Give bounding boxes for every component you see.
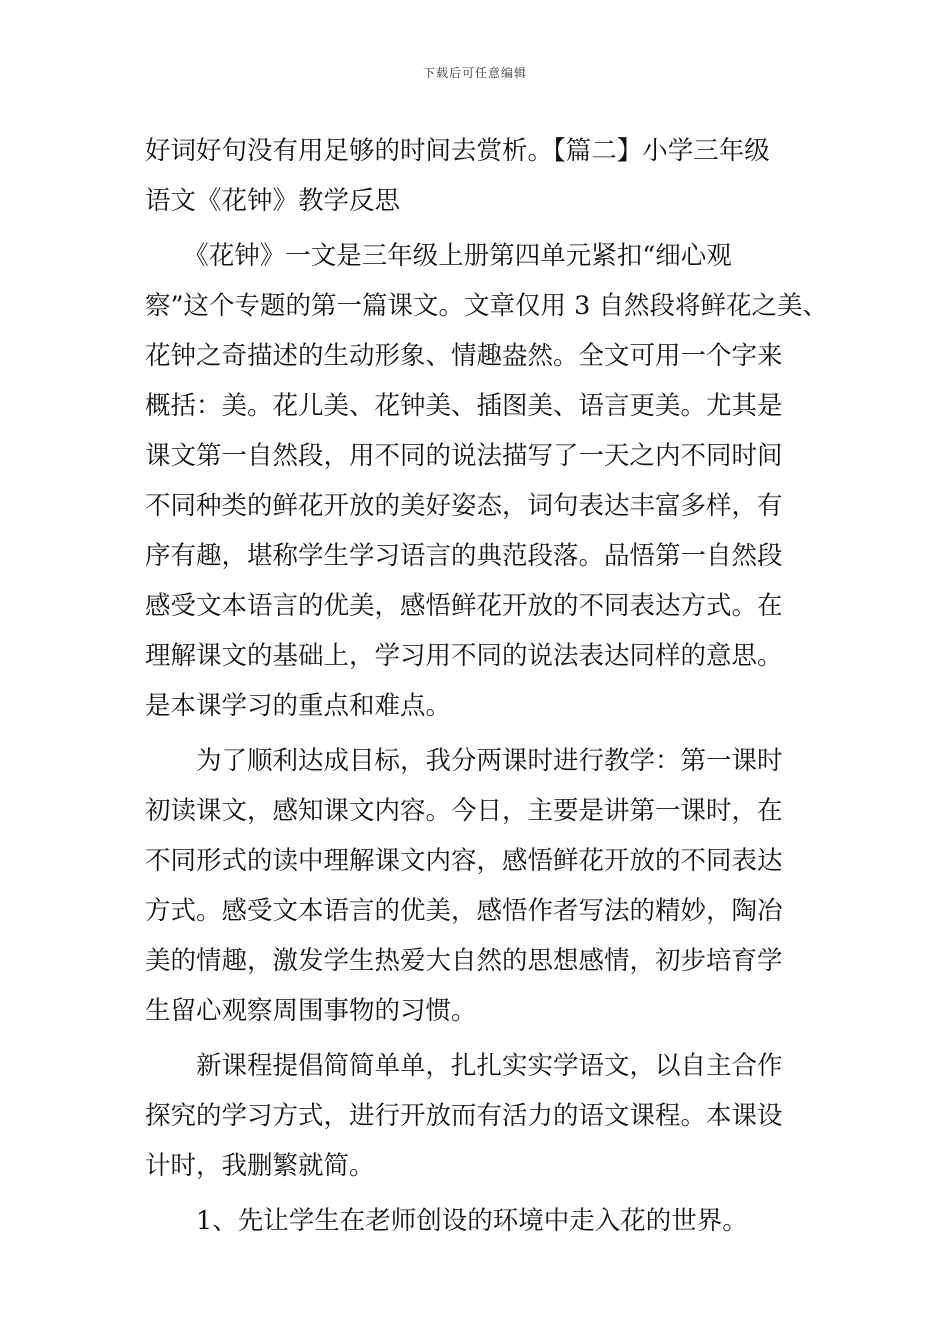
- text-line: 不同形式的读中理解课文内容，感悟鲜花开放的不同表达: [145, 846, 783, 876]
- text-line: 新课程提倡简简单单，扎扎实实学语文，以自主合作: [145, 1051, 783, 1081]
- text-line: 初读课文，感知课文内容。今日，主要是讲第一课时，在: [145, 796, 783, 826]
- text-line: 花钟之奇描述的生动形象、情趣盎然。全文可用一个字来: [145, 341, 783, 371]
- text-line: 是本课学习的重点和难点。: [145, 691, 452, 721]
- text-line: 感受文本语言的优美，感悟鲜花开放的不同表达方式。在: [145, 591, 783, 621]
- page-header: 下载后可任意编辑: [422, 66, 527, 80]
- text-line: 计时，我删繁就简。: [145, 1151, 375, 1181]
- text-line: 美的情趣，激发学生热爱大自然的思想感情，初步培育学: [145, 946, 783, 976]
- text-line: 生留心观察周围事物的习惯。: [145, 996, 477, 1026]
- text-line: 察”这个专题的第一篇课文。文章仅用 3 自然段将鲜花之美、: [145, 291, 828, 321]
- text-line: 理解课文的基础上，学习用不同的说法表达同样的意思。: [145, 641, 783, 671]
- text-line: 概括：美。花儿美、花钟美、插图美、语言更美。尤其是: [145, 391, 783, 421]
- text-line: 《花钟》一文是三年级上册第四单元紧扣“细心观: [145, 241, 732, 271]
- text-line: 不同种类的鲜花开放的美好姿态，词句表达丰富多样，有: [145, 491, 783, 521]
- text-line: 好词好句没有用足够的时间去赏析。【篇二】小学三年级: [145, 136, 770, 166]
- text-line: 1、先让学生在老师创设的环境中走入花的世界。: [145, 1206, 748, 1236]
- text-line: 序有趣，堪称学生学习语言的典范段落。品悟第一自然段: [145, 541, 783, 571]
- text-line: 探究的学习方式，进行开放而有活力的语文课程。本课设: [145, 1101, 783, 1131]
- text-line: 语文《花钟》教学反思: [145, 186, 401, 216]
- text-line: 课文第一自然段，用不同的说法描写了一天之内不同时间: [145, 441, 783, 471]
- document-body: [145, 126, 835, 1246]
- text-line: 方式。感受文本语言的优美，感悟作者写法的精妙，陶冶: [145, 896, 783, 926]
- text-line: 为了顺利达成目标，我分两课时进行教学：第一课时: [145, 746, 783, 776]
